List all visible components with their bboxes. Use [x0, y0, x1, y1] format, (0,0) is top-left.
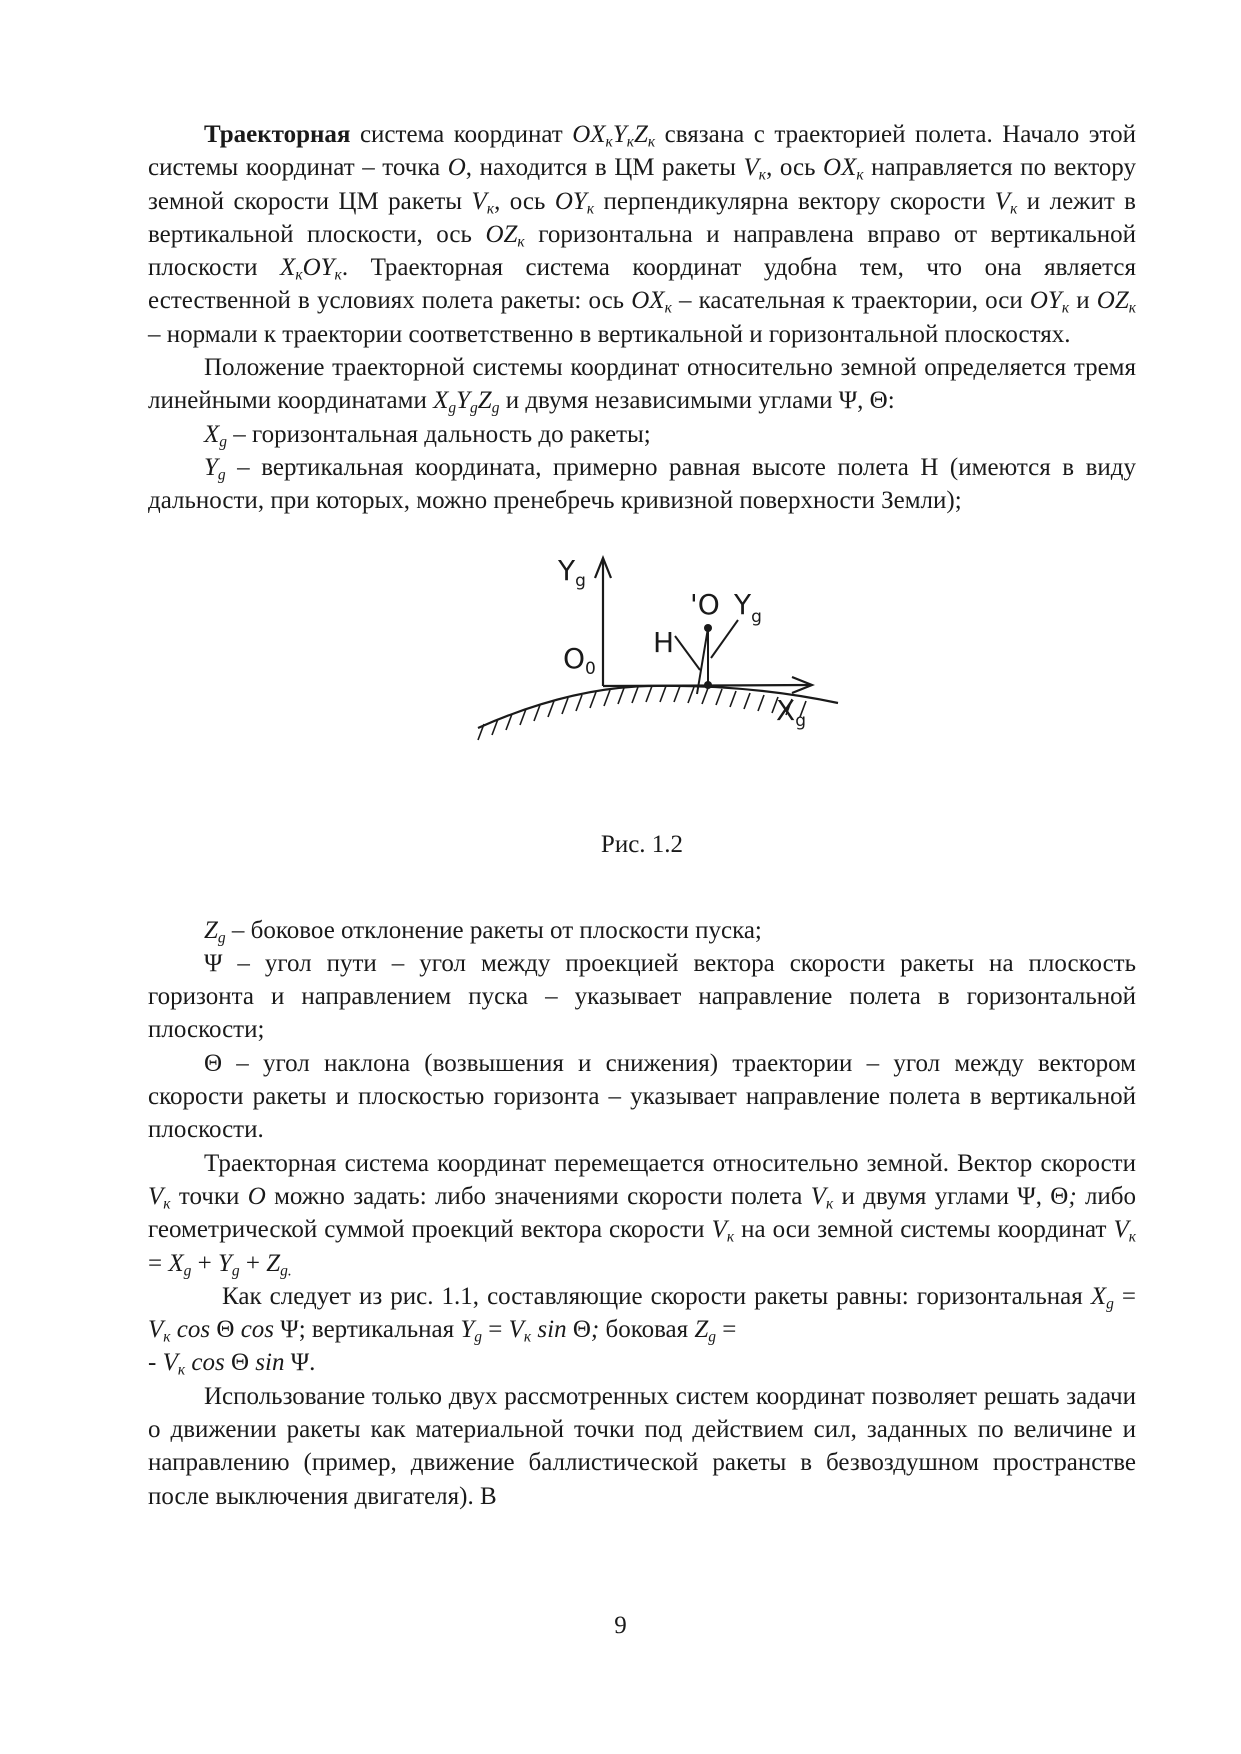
math: sin [255, 1349, 285, 1377]
text: = [716, 1316, 737, 1344]
math-sub: к [517, 233, 525, 251]
math: X [433, 387, 449, 415]
math: OY [554, 187, 587, 215]
math-sub: g [217, 928, 226, 946]
math: OZ [1096, 287, 1129, 315]
text: либо геометрической суммой проекций вектора скорости [148, 1182, 1137, 1244]
math-sub: к [1061, 299, 1070, 317]
math-sub: g [491, 399, 500, 417]
math: Z [204, 916, 218, 944]
term-trajectory: Траекторная [204, 121, 351, 148]
math-sub: g [474, 1328, 482, 1346]
page-number: 9 [614, 1612, 627, 1639]
label-yg-axis: $Y_g$ [558, 553, 586, 591]
text: Θ [224, 1349, 256, 1377]
math-sub: к [626, 133, 634, 151]
text: – вертикальная координата, примерно равная высоте полета H (имеются в виду дальности, при которых, можно пренебречь кривизной поверхности Земли); [148, 453, 1136, 515]
math: V [1113, 1216, 1129, 1244]
text: горизонтальна и направлена вправо от вертикальной плоскости [148, 220, 1136, 282]
text: = [1113, 1282, 1136, 1310]
math-sub: g [470, 399, 478, 417]
text: точки [170, 1182, 248, 1210]
text: Траекторная система координат перемещается относительно земной. Вектор скорости [204, 1149, 1136, 1177]
label-point-o: 'O [690, 587, 720, 621]
math: OY [302, 254, 335, 282]
paragraph-psi-definition [148, 947, 1136, 1047]
math: Z [694, 1316, 709, 1344]
math: V [994, 187, 1011, 215]
point-ground [704, 681, 712, 689]
paragraph-components-cont [148, 1346, 1136, 1379]
math: Z [477, 387, 492, 415]
math: sin [531, 1316, 567, 1344]
text: направляется по вектору земной скорости ЦМ ракеты [148, 154, 1136, 215]
figure-caption: Рис. 1.2 [600, 830, 684, 858]
page-body [148, 118, 1136, 1513]
math-sub: к [758, 166, 767, 184]
math: X [204, 420, 220, 448]
point-o [704, 624, 712, 632]
text: = [481, 1316, 509, 1344]
math: V [148, 1182, 164, 1210]
math-sub: к [1128, 1228, 1136, 1246]
text: + [191, 1249, 218, 1277]
math-sub: к [726, 1228, 735, 1246]
math-sub: к [295, 266, 303, 284]
math: V [743, 154, 759, 182]
text: . Траекторная система координат удобна тем, что она является естественной в условиях полета ракеты: ось [148, 254, 1136, 315]
text: - [148, 1349, 163, 1377]
math: Y [456, 387, 471, 415]
paragraph-velocity-vector [148, 1147, 1136, 1280]
label-yg-point: $Y_g$ [734, 587, 762, 627]
math: OX [823, 154, 857, 182]
math-sub: g [219, 433, 228, 450]
text: и двумя независимыми углами Ψ, Θ: [499, 387, 895, 415]
figure-diagram [148, 528, 1136, 828]
math-sub: g. [280, 1261, 292, 1279]
math: V [471, 187, 487, 215]
math: Y [218, 1249, 232, 1277]
math-sub: g [448, 399, 457, 417]
text: Как следует из рис. 1.1, составляющие скорости ракеты равны: горизонтальная [222, 1282, 1091, 1310]
text: Ψ; вертикальная [274, 1316, 461, 1344]
math-sub: к [163, 1328, 171, 1346]
text: Ψ – угол пути – угол между проекцией вектора скорости ракеты на плоскость горизонта и направлением пуска – указывает направление полета в горизонтальной плоскости; [148, 949, 1136, 1044]
text: и лежит в вертикальной плоскости, ось [148, 187, 1136, 248]
math-sub: к [523, 1328, 532, 1346]
text: , находится в ЦМ ракеты [465, 154, 744, 182]
text: = [148, 1249, 169, 1277]
math-sub: к [856, 166, 864, 184]
paragraph-trajectory-system [148, 118, 1136, 351]
math: X [168, 1249, 184, 1277]
math: Z [633, 121, 648, 148]
figure-1-2 [148, 528, 1136, 828]
math: OX [631, 287, 665, 315]
text: , ось [494, 187, 555, 215]
paragraph-yg-definition [148, 451, 1136, 518]
h-leader-line [675, 636, 700, 670]
paragraph-usage [148, 1380, 1136, 1513]
math-sub: к [486, 199, 495, 217]
math: Y [460, 1316, 475, 1344]
math: Y [612, 121, 627, 148]
math: V [810, 1182, 826, 1210]
math: V [508, 1316, 524, 1344]
math: Z [266, 1249, 281, 1277]
math: ; [1068, 1182, 1077, 1210]
text: и двумя углами Ψ, Θ [833, 1182, 1069, 1210]
text: система координат [350, 121, 573, 148]
text: Θ [566, 1316, 591, 1344]
math: OZ [485, 220, 518, 248]
math-sub: g [183, 1261, 192, 1279]
label-h: H [653, 625, 675, 659]
math: O [447, 154, 466, 182]
math: Y [204, 453, 218, 481]
math: V [148, 1316, 164, 1344]
math: V [711, 1216, 727, 1244]
text: – боковое отклонение ракеты от плоскости пуска; [225, 916, 762, 944]
math-sub: к [586, 199, 595, 217]
math-sub: g [1106, 1295, 1114, 1313]
text: – горизонтальная дальность до ракеты; [227, 420, 651, 448]
earth-hatching [478, 686, 806, 740]
paragraph-position [148, 351, 1136, 418]
math: ; [590, 1316, 600, 1344]
text: Ψ. [284, 1349, 316, 1377]
text: Θ – угол наклона (возвышения и снижения) траектории – угол между вектором скорости ракеты и плоскостью горизонта – указывает направление полета в вертикальной плоскости. [148, 1049, 1136, 1144]
text: + [239, 1249, 267, 1277]
math: OY [1029, 287, 1062, 315]
text: Θ [210, 1316, 241, 1344]
text: перпендикулярна вектору скорости [594, 187, 995, 215]
paragraph-zg-definition [148, 914, 1136, 947]
math-sub: к [334, 266, 342, 284]
math: OX [572, 121, 606, 148]
math-sub: к [664, 299, 672, 317]
math-sub: к [1010, 199, 1018, 217]
text: и [1069, 287, 1097, 315]
math-sub: к [825, 1195, 834, 1213]
math-sub: к [605, 133, 613, 151]
text: Использование только двух рассмотренных систем координат позволяет решать задачи о движении ракеты как материальной точки под действием сил, заданных по величине и направлению (пример, движение баллистической ракеты в безвоздушном пространстве после выключения двигателя). В [148, 1382, 1136, 1510]
math: X [1090, 1282, 1107, 1310]
label-xg: $X_g$ [776, 693, 806, 731]
text: можно задать: либо значениями скорости полета [265, 1182, 811, 1210]
math: V [162, 1349, 178, 1377]
text: Положение траекторной системы координат относительно земной определяется тремя линейными координатами [148, 354, 1136, 415]
text: на оси земной системы координат [734, 1216, 1114, 1244]
text: – нормали к траектории соответственно в вертикальной и горизонтальной плоскостях. [148, 320, 1071, 348]
math-sub: к [177, 1361, 186, 1379]
text: связана с траекторией полета. Начало этой системы координат – точка [148, 121, 1136, 182]
math: cos [185, 1349, 225, 1377]
paragraph-components [148, 1280, 1136, 1347]
paragraph-theta-definition [148, 1047, 1136, 1147]
math: cos [240, 1316, 275, 1344]
math-sub: к [163, 1195, 171, 1213]
math-sub: к [647, 133, 656, 151]
math: X [280, 254, 296, 282]
text: , ось [766, 154, 824, 182]
math-sub: к [1128, 299, 1136, 317]
math: O [247, 1182, 266, 1210]
text: боковая [599, 1316, 695, 1344]
math-sub: g [217, 466, 226, 484]
math-sub: g [708, 1328, 717, 1346]
yg-leader-line [711, 620, 738, 658]
label-o0: $O_0$ [563, 641, 596, 679]
paragraph-xg-definition [148, 418, 1136, 451]
math: cos [170, 1316, 211, 1344]
text: – касательная к траектории, оси [671, 287, 1030, 315]
math-sub: g [231, 1261, 240, 1279]
